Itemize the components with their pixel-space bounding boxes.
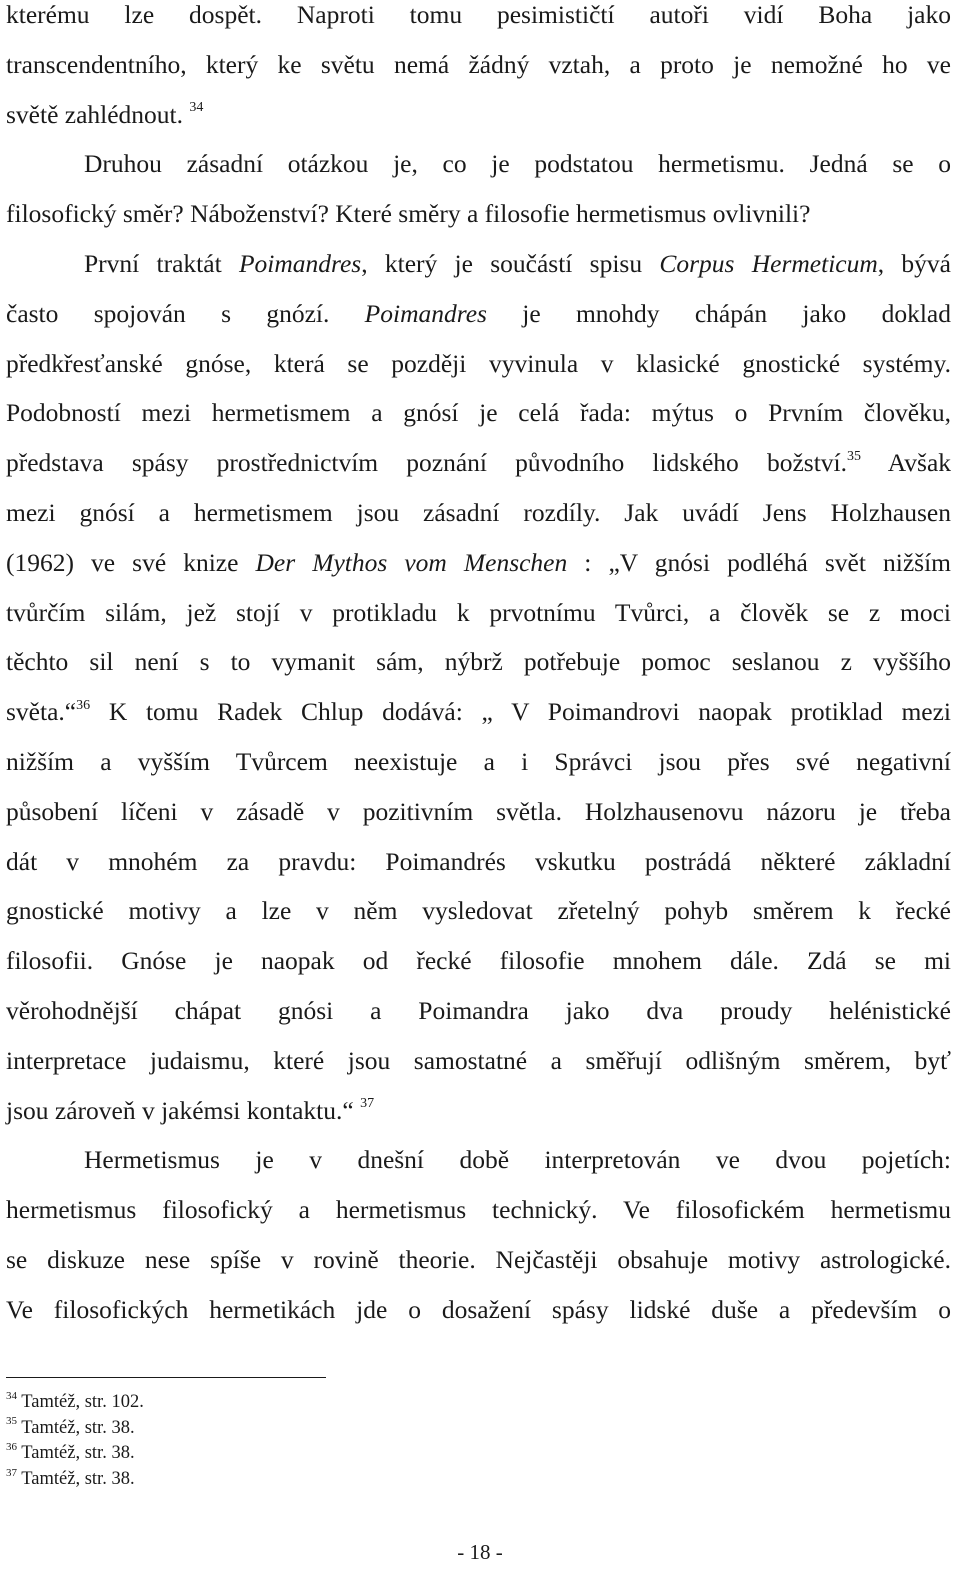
text-segment: První traktát xyxy=(84,248,239,278)
footnote-text: Tamtéž, str. 38. xyxy=(21,1417,135,1438)
text-line: Hermetismus je v dnešní době interpretován ve dvou pojetích: xyxy=(84,1145,951,1175)
text-line: interpretace judaismu, které jsou samostatné a směřují odlišným směrem, byť xyxy=(6,1045,951,1075)
footnote xyxy=(6,1441,606,1467)
footnote xyxy=(6,1390,606,1416)
footnote-number: 34 xyxy=(6,1389,17,1402)
footnotes xyxy=(6,1390,606,1492)
text-line xyxy=(6,538,951,588)
text-line: Druhou zásadní otázkou je, co je podstatou hermetismu. Jedná se o xyxy=(84,149,951,179)
italic-title: Corpus Hermeticum xyxy=(659,248,878,278)
footnote-text: Tamtéž, str. 38. xyxy=(21,1468,135,1489)
text-line: gnostické motivy a lze v něm vysledovat zřetelný pohyb směrem k řecké xyxy=(6,896,951,926)
footnote-ref: 34 xyxy=(189,100,204,116)
text-line: věrohodnější chápat gnósi a Poimandra jako dva proudy helénistické xyxy=(6,995,951,1025)
page-number: - 18 - xyxy=(457,1540,503,1564)
text-line: kterému lze dospět. Naproti tomu pesimističtí autoři vidí Boha jako xyxy=(6,0,951,29)
paragraph-4 xyxy=(6,1135,951,1334)
footnote-separator xyxy=(6,1377,326,1378)
text-line: transcendentního, který ke světu nemá žádný vztah, a proto je nemožné ho ve xyxy=(6,49,951,79)
paragraph-3 xyxy=(6,239,951,1135)
text-line xyxy=(6,1086,951,1136)
text-segment: světě zahlédnout. xyxy=(6,99,184,129)
footnote-ref: 36 xyxy=(76,697,91,713)
text-line: působení líčeni v zásadě v pozitivním světla. Holzhausenovu názoru je třeba xyxy=(6,796,951,826)
text-line: filosofii. Gnóse je naopak od řecké filosofie mnohem dále. Zdá se mi xyxy=(6,946,951,976)
text-line: dát v mnohém za pravdu: Poimandrés vskutku postrádá některé základní xyxy=(6,846,951,876)
footnote-text: Tamtéž, str. 102. xyxy=(21,1392,144,1412)
text-line xyxy=(6,289,951,339)
italic-title: Poimandres xyxy=(364,298,487,328)
text-line: mezi gnósí a hermetismem jsou zásadní rozdíly. Jak uvádí Jens Holzhausen xyxy=(6,497,951,527)
text-line xyxy=(6,239,951,289)
text-segment: : „V gnósi podléhá svět nižším xyxy=(567,547,951,577)
text-segment: Avšak xyxy=(861,448,952,478)
text-segment: , který je součástí spisu xyxy=(361,248,660,278)
text-segment: světa.“ xyxy=(6,697,77,727)
footnote-number: 37 xyxy=(6,1466,17,1479)
text-segment: jsou zároveň v jakémsi kontaktu.“ xyxy=(6,1095,354,1125)
text-line: Ve filosofických hermetikách jde o dosažení spásy lidské duše a především o xyxy=(6,1294,951,1324)
text-line: filosofický směr? Náboženství? Které směry a filosofie hermetismus ovlivnili? xyxy=(6,199,811,229)
text-line: nižším a vyšším Tvůrcem neexistuje a i Správci jsou přes své negativní xyxy=(6,746,951,776)
italic-title: Der Mythos vom Menschen xyxy=(255,547,568,577)
italic-title: Poimandres xyxy=(238,248,362,278)
text-segment: často spojován s gnózí. xyxy=(6,298,365,328)
footnote-number: 35 xyxy=(6,1415,17,1428)
text-line xyxy=(6,90,951,140)
paragraph-2 xyxy=(6,139,951,239)
text-line xyxy=(6,438,951,488)
footnote xyxy=(6,1416,606,1442)
text-segment: je mnohdy chápán jako doklad xyxy=(486,298,951,328)
paragraph-1 xyxy=(6,0,951,139)
text-line: se diskuze nese spíše v rovině theorie. Nejčastěji obsahuje motivy astrologické. xyxy=(6,1244,951,1274)
text-line: předkřesťanské gnóse, která se později vyvinula v klasické gnostické systémy. xyxy=(6,348,951,378)
body-text xyxy=(6,0,951,1335)
text-segment: (1962) ve své knize xyxy=(6,547,256,577)
footnote-ref: 35 xyxy=(847,448,861,464)
text-line xyxy=(6,687,951,737)
text-line: hermetismus filosofický a hermetismus technický. Ve filosofickém hermetismu xyxy=(6,1195,951,1225)
footnote xyxy=(6,1467,606,1493)
text-segment: představa spásy prostřednictvím poznání původního lidského božství. xyxy=(6,448,847,478)
footnote-number: 36 xyxy=(6,1441,17,1454)
text-segment: , bývá xyxy=(877,248,951,278)
text-line: těchto sil není s to vymanit sám, nýbrž potřebuje pomoc seslanou z vyššího xyxy=(6,647,951,677)
footnote-text: Tamtéž, str. 38. xyxy=(21,1443,135,1464)
text-line: tvůrčím silám, jež stojí v protikladu k prvotnímu Tvůrci, a člověk se z moci xyxy=(6,597,951,627)
text-segment: K tomu Radek Chlup dodává: „ V Poimandrovi naopak protiklad mezi xyxy=(90,697,951,727)
footnote-ref: 37 xyxy=(360,1096,375,1112)
text-line: Podobností mezi hermetismem a gnósí je celá řada: mýtus o Prvním člověku, xyxy=(6,398,951,428)
